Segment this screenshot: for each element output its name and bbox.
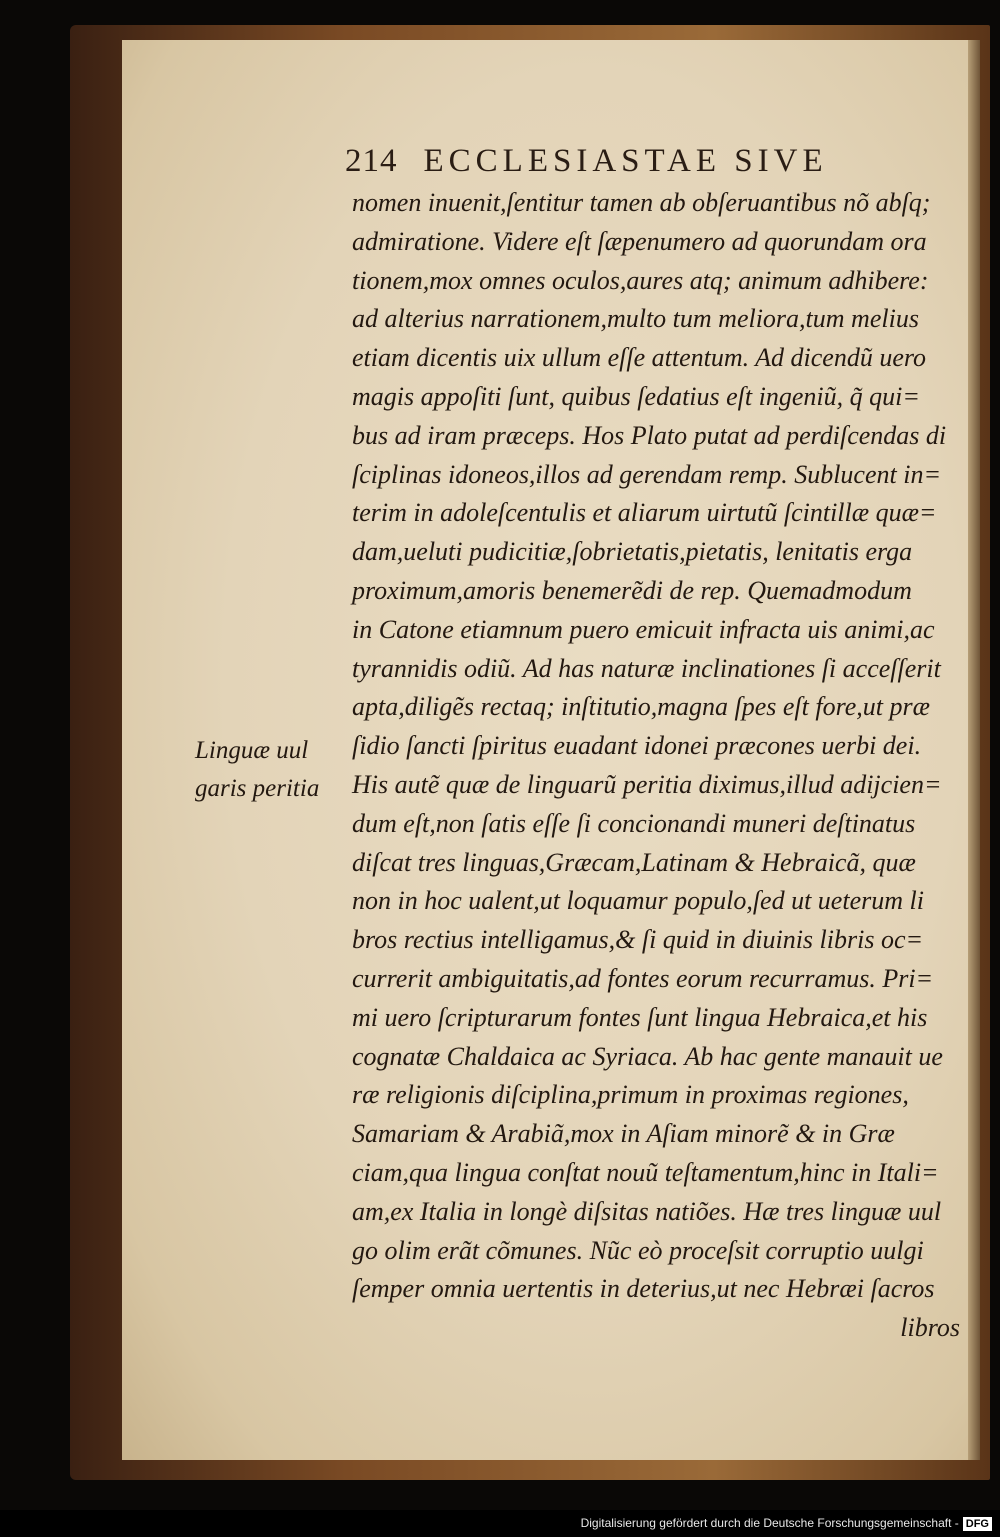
text-line: tyrannidis odiũ. Ad has naturæ inclinationes ſi acceſſerit — [352, 653, 941, 683]
text-line: admiratione. Videre eſt ſæpenumero ad quorundam ora — [352, 226, 927, 256]
text-line: magis appoſiti ſunt, quibus ſedatius eſt ingeniũ, q̃ qui= — [352, 381, 920, 411]
footer-bar — [0, 1510, 1000, 1537]
running-head-title: ECCLESIASTAE SIVE — [423, 143, 828, 179]
text-line: in Catone etiamnum puero emicuit infracta uis animi,ac — [352, 614, 935, 644]
text-line: bros rectius intelligamus,& ſi quid in diuinis libris oc= — [352, 925, 924, 955]
text-line: ſemper omnia uertentis in deterius,ut nec Hebræi ſacros — [352, 1274, 935, 1304]
marginal-note-line: garis peritia — [195, 775, 320, 802]
text-line: ſidio ſancti ſpiritus euadant idonei præcones uerbi dei. — [352, 731, 922, 761]
text-line: bus ad iram præceps. Hos Plato putat ad perdiſcendas di — [352, 420, 947, 450]
marginal-note-line: Linguæ uul — [195, 737, 309, 764]
text-line: go olim erãt cõmunes. Nũc eò proceſsit corruptio uulgi — [352, 1235, 924, 1265]
catchword: libros — [900, 1313, 960, 1343]
funding-credit — [581, 1516, 992, 1531]
text-line: ſciplinas idoneos,illos ad gerendam remp. Sublucent in= — [352, 459, 941, 489]
text-line: non in hoc ualent,ut loquamur populo,ſed ut ueterum li — [352, 886, 924, 916]
dfg-logo: DFG — [963, 1517, 992, 1531]
text-line: cognatæ Chaldaica ac Syriaca. Ab hac gente manauit ue — [352, 1041, 943, 1071]
text-line: His autẽ quæ de linguarũ peritia diximus,illud adijcien= — [352, 769, 942, 799]
text-line: ciam,qua lingua conſtat nouũ teſtamentum,hinc in Itali= — [352, 1157, 939, 1187]
funding-credit-text: Digitalisierung gefördert durch die Deutsche Forschungsgemeinschaft - — [580, 1516, 959, 1530]
text-line: am,ex Italia in longè diſsitas natiões. Hæ tres linguæ uul — [352, 1196, 942, 1226]
text-line: terim in adoleſcentulis et aliarum uirtutũ ſcintillæ quæ= — [352, 498, 937, 528]
text-line: apta,diligẽs rectaq; inſtitutio,magna ſpes eſt fore,ut præ — [352, 692, 930, 722]
page-number: 214 — [345, 143, 398, 179]
text-line: dum eſt,non ſatis eſſe ſi concionandi muneri deſtinatus — [352, 808, 916, 838]
marginal-note — [195, 732, 345, 808]
body-text — [352, 184, 972, 1348]
text-line: tionem,mox omnes oculos,aures atq; animum adhibere: — [352, 265, 929, 295]
text-line: mi uero ſcripturarum fontes ſunt lingua Hebraica,et his — [352, 1002, 928, 1032]
running-header — [345, 143, 945, 185]
text-line: etiam dicentis uix ullum eſſe attentum. Ad dicendũ uero — [352, 343, 927, 373]
text-line: dam,ueluti pudicitiæ,ſobrietatis,pietatis, lenitatis erga — [352, 537, 913, 567]
text-line: nomen inuenit,ſentitur tamen ab obſeruantibus nõ abſq; — [352, 188, 931, 217]
text-line: ræ religionis diſciplina,primum in proximas regiones, — [352, 1080, 909, 1110]
text-line: proximum,amoris benemerẽdi de rep. Quemadmodum — [352, 575, 912, 605]
text-line: diſcat tres linguas,Græcam,Latinam & Hebraicã, quæ — [352, 847, 916, 877]
text-line: ad alterius narrationem,multo tum meliora,tum melius — [352, 304, 919, 334]
text-line: currerit ambiguitatis,ad fontes eorum recurramus. Pri= — [352, 963, 934, 993]
text-line: Samariam & Arabiã,mox in Aſiam minorẽ & in Græ — [352, 1119, 895, 1149]
